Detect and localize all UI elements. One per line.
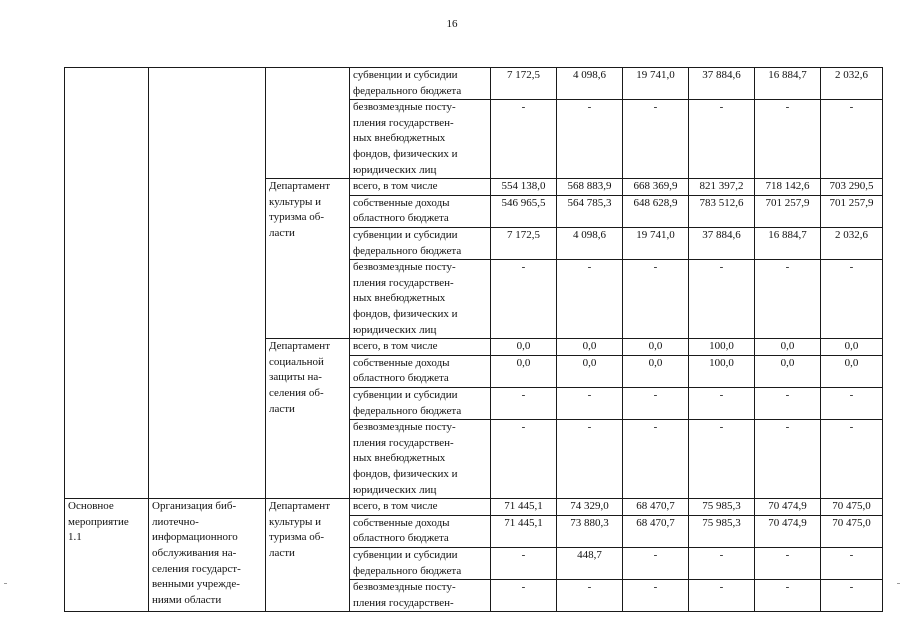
table-row	[65, 499, 883, 516]
value-cell: -	[755, 420, 821, 499]
scan-edge-mark	[897, 583, 900, 584]
value-cell: 0,0	[623, 355, 689, 387]
funding-source-label: субвенции и субсидии федерального бюджета	[350, 547, 491, 579]
funding-source-label: безвозмездные посту- пления государствен- ных внебюджетных фондов, физических и юридических лиц	[350, 420, 491, 499]
value-cell: 703 290,5	[821, 179, 883, 196]
value-cell: 74 329,0	[557, 499, 623, 516]
value-cell: 718 142,6	[755, 179, 821, 196]
value-cell: 7 172,5	[491, 227, 557, 259]
value-cell: -	[755, 580, 821, 612]
funding-source-label: всего, в том числе	[350, 499, 491, 516]
value-cell: -	[689, 260, 755, 339]
value-cell: -	[491, 547, 557, 579]
value-cell: 0,0	[755, 339, 821, 356]
executor-cell-blank	[266, 68, 350, 179]
value-cell: -	[821, 100, 883, 179]
value-cell: 70 474,9	[755, 499, 821, 516]
value-cell: 37 884,6	[689, 227, 755, 259]
value-cell: -	[689, 387, 755, 419]
value-cell: -	[623, 580, 689, 612]
executor-cell: Департамент культуры и туризма об- ласти	[266, 499, 350, 612]
value-cell: 0,0	[821, 339, 883, 356]
value-cell: -	[557, 100, 623, 179]
funding-source-label: собственные доходы областного бюджета	[350, 515, 491, 547]
value-cell: -	[557, 260, 623, 339]
value-cell: -	[821, 580, 883, 612]
value-cell: 2 032,6	[821, 227, 883, 259]
funding-source-label: субвенции и субсидии федерального бюджета	[350, 227, 491, 259]
funding-source-label: субвенции и субсидии федерального бюджета	[350, 68, 491, 100]
value-cell: 70 474,9	[755, 515, 821, 547]
value-cell: 73 880,3	[557, 515, 623, 547]
funding-source-label: всего, в том числе	[350, 339, 491, 356]
value-cell: 0,0	[821, 355, 883, 387]
value-cell: -	[623, 547, 689, 579]
value-cell: -	[689, 580, 755, 612]
value-cell: 19 741,0	[623, 68, 689, 100]
value-cell: -	[821, 260, 883, 339]
value-cell: 0,0	[491, 355, 557, 387]
status-cell-blank	[65, 68, 149, 499]
value-cell: 16 884,7	[755, 227, 821, 259]
page-number: 16	[446, 18, 458, 30]
executor-cell: Департамент социальной защиты на- селения об- ласти	[266, 339, 350, 499]
value-cell: 448,7	[557, 547, 623, 579]
value-cell: -	[623, 100, 689, 179]
value-cell: 701 257,9	[755, 195, 821, 227]
value-cell: 100,0	[689, 355, 755, 387]
event-status-cell: Основное мероприятие 1.1	[65, 499, 149, 612]
executor-cell: Департамент культуры и туризма об- ласти	[266, 179, 350, 339]
funding-source-label: безвозмездные посту- пления государствен- ных внебюджетных фондов, физических и юридических лиц	[350, 260, 491, 339]
value-cell: -	[557, 580, 623, 612]
value-cell: -	[491, 260, 557, 339]
value-cell: 0,0	[557, 339, 623, 356]
value-cell: -	[491, 420, 557, 499]
value-cell: 0,0	[557, 355, 623, 387]
funding-source-label: всего, в том числе	[350, 179, 491, 196]
value-cell: 2 032,6	[821, 68, 883, 100]
value-cell: -	[623, 420, 689, 499]
value-cell: 564 785,3	[557, 195, 623, 227]
value-cell: 821 397,2	[689, 179, 755, 196]
value-cell: -	[623, 260, 689, 339]
value-cell: 75 985,3	[689, 499, 755, 516]
value-cell: -	[755, 547, 821, 579]
value-cell: -	[755, 100, 821, 179]
value-cell: 100,0	[689, 339, 755, 356]
value-cell: -	[821, 420, 883, 499]
value-cell: 546 965,5	[491, 195, 557, 227]
value-cell: -	[557, 420, 623, 499]
funding-source-label: безвозмездные посту- пления государствен-	[350, 580, 491, 612]
value-cell: 648 628,9	[623, 195, 689, 227]
name-cell-blank	[149, 68, 266, 499]
value-cell: -	[491, 580, 557, 612]
value-cell: -	[821, 387, 883, 419]
value-cell: 71 445,1	[491, 515, 557, 547]
value-cell: 4 098,6	[557, 227, 623, 259]
value-cell: -	[491, 387, 557, 419]
value-cell: 68 470,7	[623, 499, 689, 516]
funding-source-label: субвенции и субсидии федерального бюджета	[350, 387, 491, 419]
value-cell: 701 257,9	[821, 195, 883, 227]
value-cell: 19 741,0	[623, 227, 689, 259]
value-cell: 68 470,7	[623, 515, 689, 547]
value-cell: 568 883,9	[557, 179, 623, 196]
funding-source-label: собственные доходы областного бюджета	[350, 195, 491, 227]
value-cell: 0,0	[755, 355, 821, 387]
value-cell: -	[557, 387, 623, 419]
funding-source-label: собственные доходы областного бюджета	[350, 355, 491, 387]
value-cell: 783 512,6	[689, 195, 755, 227]
value-cell: 668 369,9	[623, 179, 689, 196]
value-cell: -	[689, 420, 755, 499]
value-cell: 37 884,6	[689, 68, 755, 100]
value-cell: 70 475,0	[821, 515, 883, 547]
table-row	[65, 68, 883, 100]
value-cell: -	[821, 547, 883, 579]
event-name-cell: Организация биб- лиотечно- информационного обслуживания на- селения государст- венными учрежде- ниями области	[149, 499, 266, 612]
scan-edge-mark	[4, 583, 7, 584]
value-cell: 0,0	[491, 339, 557, 356]
budget-table	[64, 67, 883, 612]
value-cell: 0,0	[623, 339, 689, 356]
value-cell: -	[491, 100, 557, 179]
value-cell: 16 884,7	[755, 68, 821, 100]
value-cell: 70 475,0	[821, 499, 883, 516]
value-cell: 71 445,1	[491, 499, 557, 516]
value-cell: -	[689, 547, 755, 579]
value-cell: 554 138,0	[491, 179, 557, 196]
value-cell: 4 098,6	[557, 68, 623, 100]
value-cell: -	[755, 260, 821, 339]
value-cell: 7 172,5	[491, 68, 557, 100]
funding-source-label: безвозмездные посту- пления государствен- ных внебюджетных фондов, физических и юридических лиц	[350, 100, 491, 179]
value-cell: -	[755, 387, 821, 419]
value-cell: 75 985,3	[689, 515, 755, 547]
value-cell: -	[689, 100, 755, 179]
value-cell: -	[623, 387, 689, 419]
